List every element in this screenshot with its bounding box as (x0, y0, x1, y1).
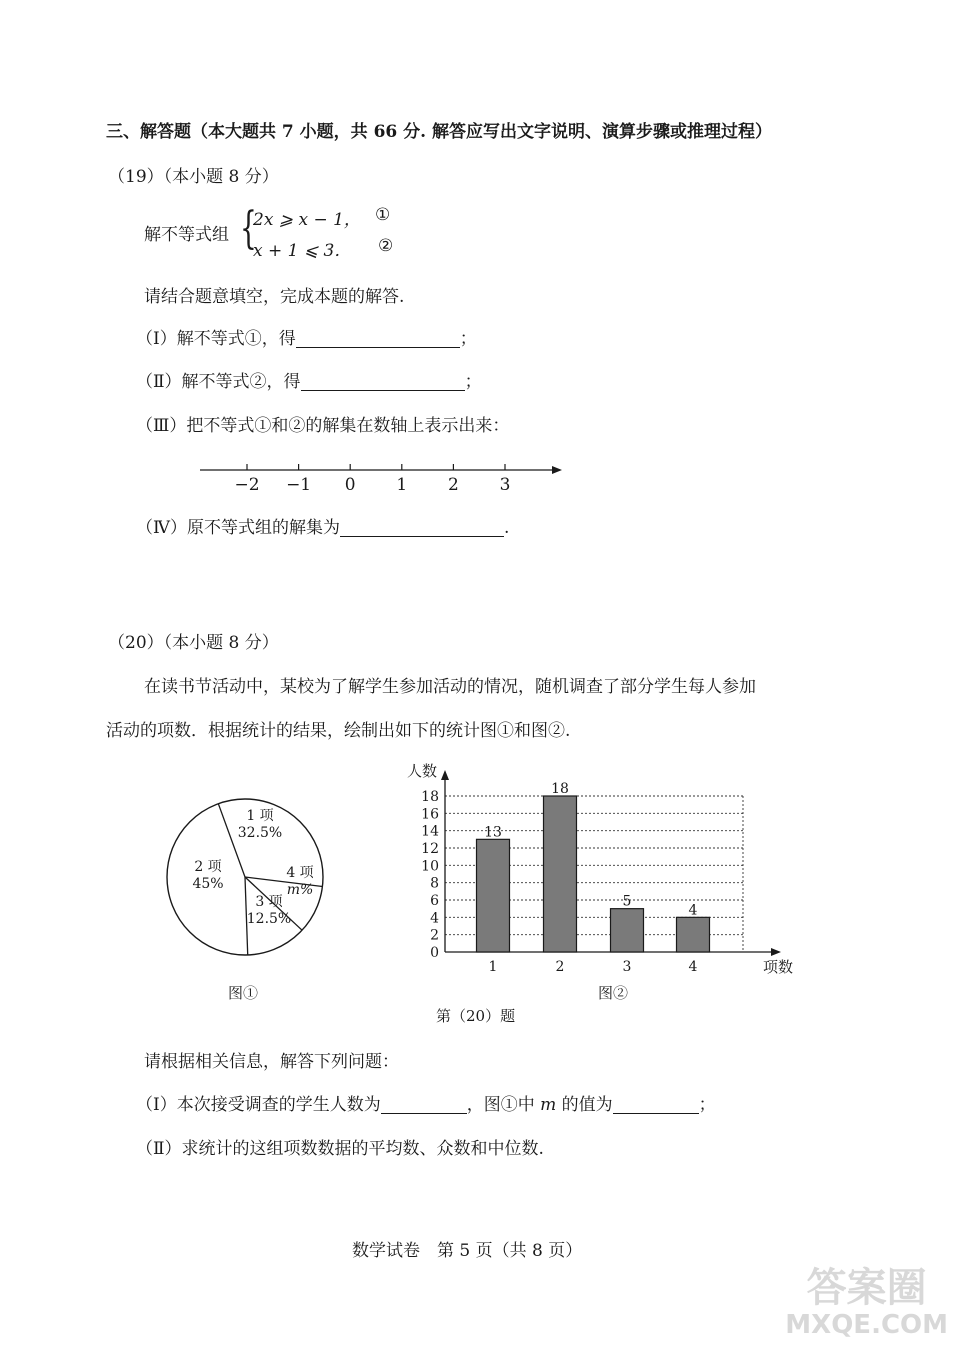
pie-chart (150, 785, 340, 965)
q19-part1 (136, 324, 477, 349)
pie-chart-body (167, 799, 323, 955)
bar-value-label: 5 (622, 893, 632, 910)
bar-x-tick-label: 4 (688, 959, 698, 975)
q20-intro-line2: 活动的项数．根据统计的结果，绘制出如下的统计图①和图②. (106, 721, 571, 741)
inequality-1-mark: ① (375, 205, 391, 225)
bar-y-tick-label: 0 (430, 945, 439, 961)
bar-x-arrow (771, 948, 781, 956)
answer-blank-2[interactable] (301, 372, 465, 391)
bar-value-label: 4 (688, 902, 698, 919)
number-line-ticks (234, 464, 510, 495)
q20-number: （20）（本小题 8 分） (108, 633, 279, 653)
watermark-line2: MXQE.COM (785, 1310, 948, 1340)
q19-part1-end: ； (459, 329, 477, 349)
section-heading: 三、解答题（本大题共 7 小题，共 66 分. 解答应写出文字说明、演算步骤或推理过程） (106, 122, 772, 142)
bar-value-label: 13 (484, 824, 502, 841)
number-line-tick-label: 1 (396, 475, 408, 495)
answer-blank-4[interactable] (381, 1095, 467, 1114)
answer-blank-1[interactable] (296, 329, 460, 348)
pie-slice-label: 2 项 45% (192, 859, 224, 892)
bar-chart-body (407, 762, 793, 976)
bar-y-tick-label: 6 (430, 893, 439, 909)
bar-y-tick-label: 10 (421, 858, 439, 875)
bar-y-tick-label: 4 (430, 910, 439, 927)
q19-instruction: 请结合题意填空，完成本题的解答. (144, 287, 405, 307)
q20-instruction: 请根据相关信息，解答下列问题： (144, 1052, 399, 1072)
bar (611, 909, 644, 952)
bar-y-axis-label: 人数 (407, 762, 438, 780)
number-line-tick-label: 0 (344, 475, 356, 495)
q19-number: （19）（本小题 8 分） (108, 167, 279, 187)
q20-part1-c: 的值为 (561, 1095, 613, 1115)
number-line-tick-label: −1 (286, 475, 312, 495)
bar-y-tick-label: 16 (421, 806, 439, 823)
inequality-1: 2x ⩾ x − 1， (253, 210, 361, 230)
watermark-line1: 答案圈 (806, 1265, 927, 1311)
q20-part1-end: ； (698, 1095, 716, 1115)
q19-part3: （Ⅲ）把不等式①和②的解集在数轴上表示出来： (136, 416, 510, 436)
number-line-arrow (552, 466, 562, 474)
pie-slice-label: 4 项 m% (286, 865, 314, 898)
q19-part2-label: （Ⅱ）解不等式②，得 (136, 372, 301, 392)
q19-part4-end: . (503, 518, 510, 538)
bar-value-label: 18 (551, 781, 569, 797)
q20-part1-b: ，图①中 (466, 1095, 535, 1115)
number-line[interactable] (190, 455, 570, 497)
q19-system-label: 解不等式组 (144, 225, 229, 245)
pie-slice-label: 3 项 12.5% (246, 894, 292, 927)
fig1-caption: 图① (228, 984, 259, 1002)
q20-part1-a: （Ⅰ）本次接受调查的学生人数为 (136, 1095, 381, 1115)
watermark (785, 1266, 948, 1340)
bar-y-tick-label: 8 (430, 875, 439, 892)
q19-part2-end: ； (464, 372, 482, 392)
number-line-tick-label: −2 (234, 475, 260, 495)
bar-chart (395, 758, 805, 988)
bar (544, 796, 577, 952)
q20-part2: （Ⅱ）求统计的这组项数数据的平均数、众数和中位数. (136, 1139, 544, 1159)
inequality-2-mark: ② (378, 236, 394, 256)
bar-x-tick-label: 2 (555, 959, 565, 975)
answer-blank-3[interactable] (340, 518, 504, 537)
fig2-caption: 图② (598, 984, 629, 1002)
bar-x-axis-label: 项数 (763, 958, 794, 976)
q20-part1-m: m (540, 1095, 557, 1115)
number-line-tick-label: 2 (447, 475, 459, 495)
system-brace: { (240, 203, 257, 254)
bar (477, 839, 510, 952)
pie-slice-label: 1 项 32.5% (237, 808, 283, 841)
number-line-tick-label: 3 (499, 475, 511, 495)
bar-y-tick-label: 18 (421, 789, 439, 805)
q19-part2 (136, 367, 482, 392)
q20-part1 (136, 1090, 716, 1115)
inequality-2: x + 1 ⩽ 3． (253, 241, 352, 261)
q19-part1-label: （Ⅰ）解不等式①，得 (136, 329, 296, 349)
bar-y-arrow (441, 770, 449, 780)
q19-part4 (136, 513, 509, 538)
q19-part4-label: （Ⅳ）原不等式组的解集为 (136, 518, 340, 538)
bar-x-tick-label: 3 (622, 959, 632, 975)
bar (677, 917, 710, 952)
bar-x-tick-label: 1 (488, 959, 498, 975)
bar-y-tick-label: 14 (421, 823, 439, 840)
q20-intro-line1: 在读书节活动中，某校为了解学生参加活动的情况，随机调查了部分学生每人参加 (144, 677, 756, 697)
bar-y-tick-label: 2 (430, 927, 439, 944)
answer-blank-5[interactable] (613, 1095, 699, 1114)
figure-caption: 第（20）题 (436, 1007, 516, 1025)
page-footer: 数学试卷 第 5 页（共 8 页） (352, 1241, 583, 1261)
bar-y-tick-label: 12 (421, 841, 439, 857)
